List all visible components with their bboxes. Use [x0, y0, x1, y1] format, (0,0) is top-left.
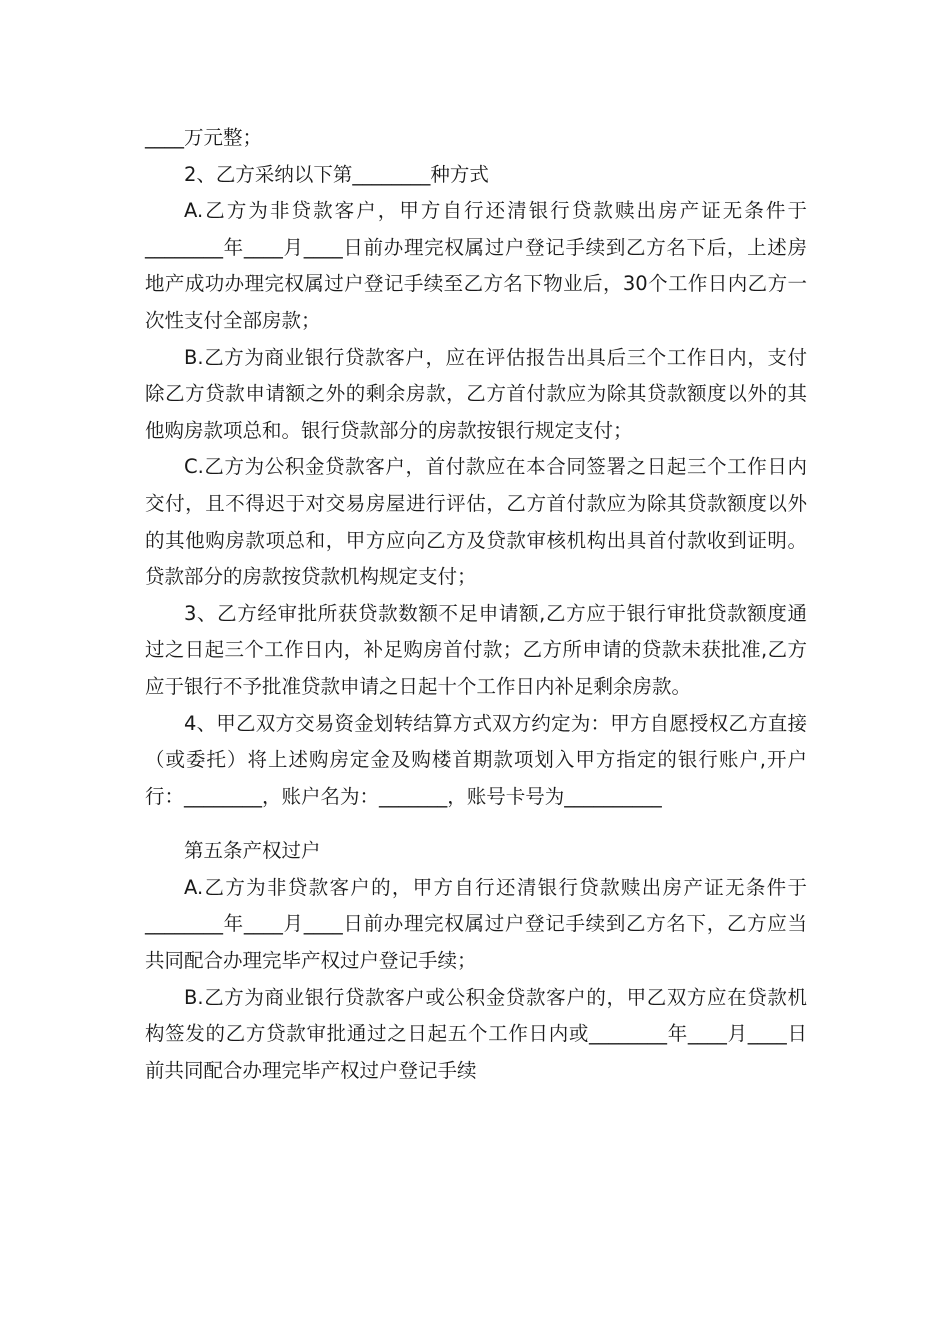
paragraph-option-b: B.乙方为商业银行贷款客户，应在评估报告出具后三个工作日内，支付除乙方贷款申请额之外的剩余房款，乙方首付款应为除其贷款额度以外的其他购房款项总和。银行贷款部分的房款按银行规定支付；: [145, 345, 807, 442]
contract-body: [145, 120, 807, 1089]
paragraph-payment-method: 2、乙方采纳以下第________种方式: [184, 162, 489, 186]
paragraph-clause-4: 4、甲乙双方交易资金划转结算方式双方约定为：甲方自愿授权乙方直接（或委托）将上述购房定金及购楼首期款项划入甲方指定的银行账户,开户行：________，账户名为：_______，账号卡号为__________: [145, 711, 807, 808]
paragraph-option-c: C.乙方为公积金贷款客户，首付款应在本合同签署之日起三个工作日内交付，且不得迟于对交易房屋进行评估，乙方首付款应为除其贷款额度以外的其他购房款项总和，甲方应向乙方及贷款审核机构出具首付款收到证明。贷款部分的房款按贷款机构规定支付；: [145, 455, 807, 589]
paragraph-article5-a: A.乙方为非贷款客户的，甲方自行还清银行贷款赎出房产证无条件于________年____月____日前办理完权属过户登记手续到乙方名下，乙方应当共同配合办理完毕产权过户登记手续；: [145, 875, 807, 973]
paragraph-clause-3: 3、乙方经审批所获贷款数额不足申请额,乙方应于银行审批贷款额度通过之日起三个工作日内，补足购房首付款；乙方所申请的贷款未获批准,乙方应于银行不予批准贷款申请之日起十个工作日内补足剩余房款。: [145, 601, 807, 698]
paragraph-article5-b: B.乙方为商业银行贷款客户或公积金贷款客户的，甲乙双方应在贷款机构签发的乙方贷款审批通过之日起五个工作日内或________年____月____日前共同配合办理完毕产权过户登记手续: [145, 985, 807, 1082]
paragraph-option-a: A.乙方为非贷款客户，甲方自行还清银行贷款赎出房产证无条件于________年____月____日前办理完权属过户登记手续到乙方名下后，上述房地产成功办理完权属过户登记手续至乙方名下物业后，30个工作日内乙方一次性支付全部房款；: [145, 199, 807, 332]
section-heading-article-5: 第五条产权过户: [184, 839, 321, 863]
paragraph-amount-line: ____万元整；: [145, 126, 263, 149]
